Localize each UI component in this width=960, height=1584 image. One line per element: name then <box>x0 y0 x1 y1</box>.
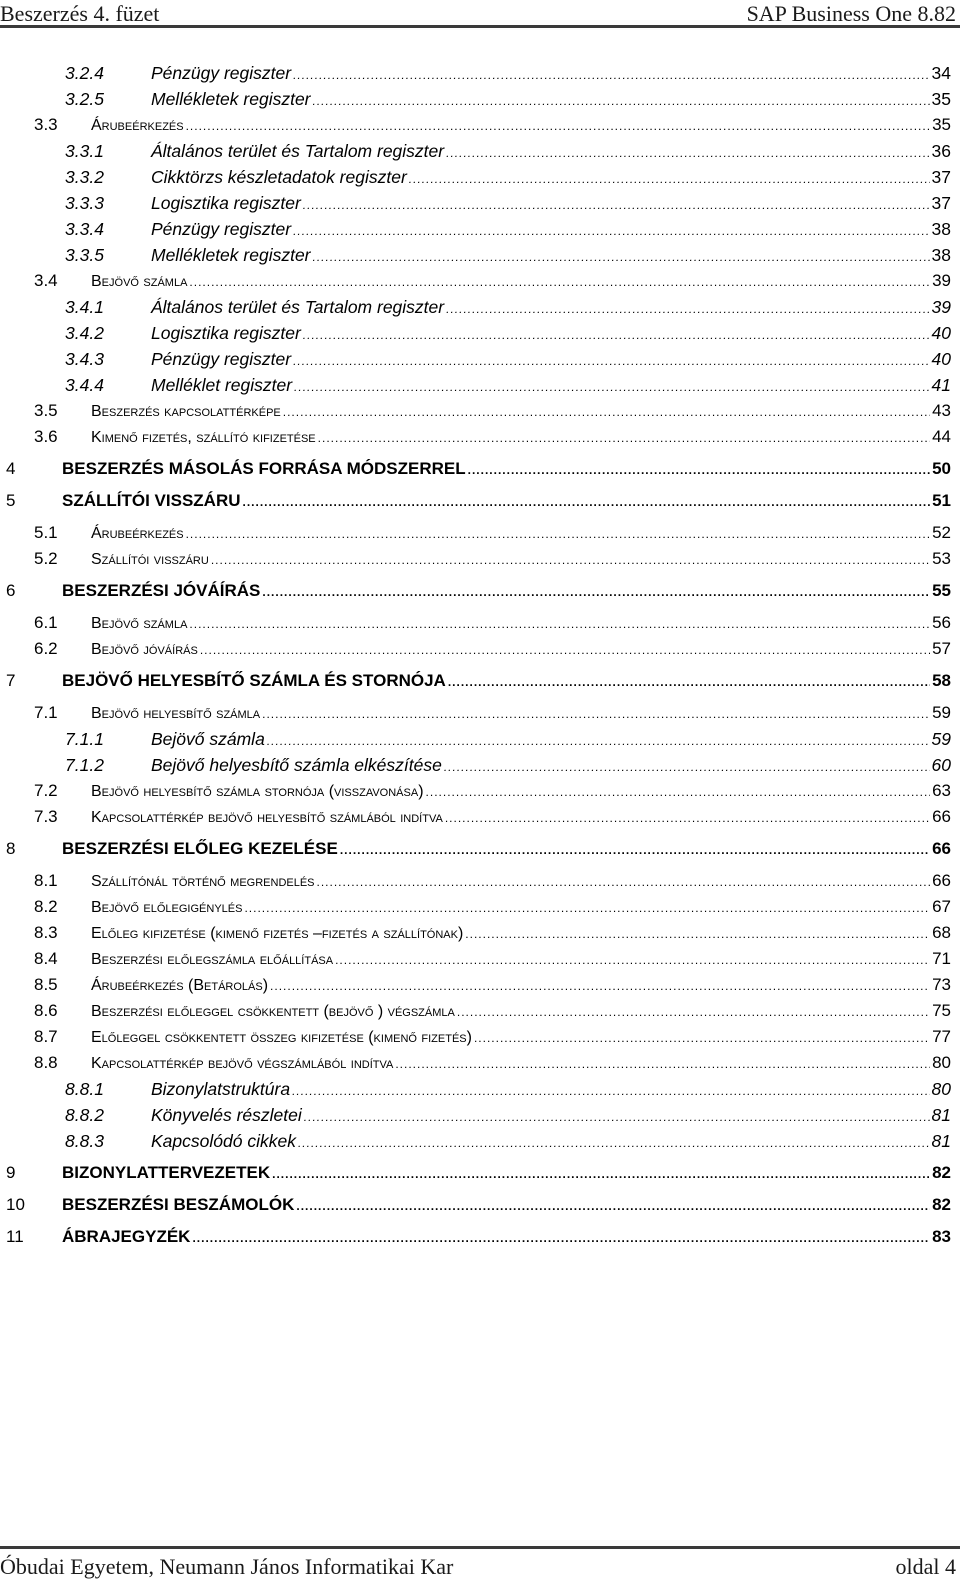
toc-entry[interactable] <box>0 141 951 167</box>
toc-entry-title: ÁBRAJEGYZÉK <box>62 1227 191 1246</box>
toc-entry-page: 39 <box>932 271 951 290</box>
toc-entry-title: Szállítónál történő megrendelés <box>91 873 315 890</box>
toc-entry-title: Beszerzés kapcsolattérképe <box>91 403 281 420</box>
toc-entry-page: 82 <box>932 1163 951 1182</box>
toc-entry-number: 8.7 <box>34 1027 58 1046</box>
toc-entry-page: 35 <box>931 89 951 109</box>
toc-dot-leader <box>298 1136 930 1150</box>
toc-entry-page: 55 <box>932 581 951 600</box>
toc-entry-page: 37 <box>931 193 951 213</box>
toc-entry-number: 11 <box>6 1227 24 1246</box>
toc-dot-leader <box>186 119 930 133</box>
toc-dot-leader <box>474 1031 930 1045</box>
toc-dot-leader <box>318 431 930 445</box>
toc-entry-number: 3.4.3 <box>65 349 104 369</box>
toc-entry-title: Cikktörzs készletadatok regiszter <box>151 167 407 187</box>
toc-entry-page: 52 <box>932 523 951 542</box>
toc-entry-page: 38 <box>931 245 951 265</box>
toc-entry-title: Árubeérkezés <box>91 117 184 134</box>
toc-entry-title: Szállítói visszáru <box>91 551 209 568</box>
toc-entry-title: Bejövő jóváírás <box>91 641 198 658</box>
toc-dot-leader <box>262 585 930 599</box>
toc-entry-title: Bejövő számla <box>91 615 188 632</box>
toc-entry-number: 8.8.2 <box>65 1105 104 1125</box>
toc-entry-number: 3.4.4 <box>65 375 104 395</box>
toc-entry-number: 3.3.4 <box>65 219 104 239</box>
toc-entry-page: 41 <box>931 375 951 395</box>
toc-dot-leader <box>426 785 931 799</box>
toc-entry-number: 5.1 <box>34 523 58 542</box>
toc-entry[interactable] <box>0 671 951 697</box>
toc-entry-page: 37 <box>931 167 951 187</box>
toc-entry[interactable] <box>0 807 951 833</box>
toc-entry[interactable] <box>0 871 951 897</box>
toc-entry-number: 3.4 <box>34 271 58 290</box>
toc-entry[interactable] <box>0 549 951 575</box>
page-header <box>0 0 960 28</box>
toc-dot-leader <box>211 553 930 567</box>
toc-entry[interactable] <box>0 219 951 245</box>
toc-entry[interactable] <box>0 349 951 375</box>
toc-entry-number: 6 <box>6 581 16 600</box>
toc-entry-page: 66 <box>932 871 951 890</box>
toc-entry[interactable] <box>0 375 951 401</box>
toc-entry-page: 63 <box>932 781 951 800</box>
toc-entry-number: 7.3 <box>34 807 58 826</box>
toc-entry-title: Kimenő fizetés, szállító kifizetése <box>91 429 316 446</box>
toc-entry-title: BESZERZÉSI JÓVÁÍRÁS <box>62 581 261 600</box>
toc-entry-page: 80 <box>932 1053 951 1072</box>
toc-dot-leader <box>272 1167 930 1181</box>
toc-entry-number: 8.6 <box>34 1001 58 1020</box>
toc-entry-page: 34 <box>931 63 951 83</box>
toc-entry-page: 35 <box>932 115 951 134</box>
toc-entry-number: 3.6 <box>34 427 58 446</box>
toc-entry-number: 8.1 <box>34 871 58 890</box>
toc-dot-leader <box>395 1057 930 1071</box>
toc-dot-leader <box>446 302 929 316</box>
toc-entry-number: 3.4.1 <box>65 297 104 317</box>
toc-entry-page: 73 <box>932 975 951 994</box>
toc-entry[interactable] <box>0 975 951 1001</box>
toc-entry-title: Beszerzési előlegszámla előállítása <box>91 951 334 968</box>
toc-entry-page: 60 <box>931 755 951 775</box>
toc-dot-leader <box>283 405 930 419</box>
toc-entry[interactable] <box>0 613 951 639</box>
toc-entry-title: Beszerzési előleggel csökkentett (bejövő ) végszámla <box>91 1003 455 1020</box>
toc-entry-page: 77 <box>932 1027 951 1046</box>
toc-dot-leader <box>468 463 930 477</box>
footer-institution: Óbudai Egyetem, Neumann János Informatikai Kar <box>0 1554 454 1579</box>
toc-entry-number: 7.1 <box>34 703 58 722</box>
toc-entry-title: Pénzügy regiszter <box>151 349 292 369</box>
toc-entry-title: Kapcsolódó cikkek <box>151 1131 296 1151</box>
toc-dot-leader <box>446 146 929 160</box>
toc-entry-page: 56 <box>932 613 951 632</box>
toc-entry-page: 82 <box>932 1195 951 1214</box>
toc-entry-title: Bejövő helyesbítő számla elkészítése <box>151 755 442 775</box>
toc-entry-number: 6.2 <box>34 639 58 658</box>
toc-dot-leader <box>445 811 930 825</box>
toc-entry-number: 8.8 <box>34 1053 58 1072</box>
toc-entry-title: Előleggel csökkentett összeg kifizetése (kimenő fizetés) <box>91 1029 472 1046</box>
header-product-name: SAP Business One 8.82 <box>746 1 956 26</box>
toc-entry-number: 9 <box>6 1163 16 1182</box>
toc-entry-number: 8 <box>6 839 16 858</box>
toc-entry-title: Előleg kifizetése (kimenő fizetés –fizetés a szállítónak) <box>91 925 464 942</box>
toc-entry-title: Könyvelés részletei <box>151 1105 302 1125</box>
toc-entry-title: Mellékletek regiszter <box>151 245 311 265</box>
toc-entry-title: Bejövő előlegigénylés <box>91 899 243 916</box>
toc-dot-leader <box>303 328 930 342</box>
toc-entry-number: 5.2 <box>34 549 58 568</box>
toc-entry[interactable] <box>0 193 951 219</box>
toc-entry-title: Kapcsolattérkép bejövő helyesbítő számlából indítva <box>91 809 443 826</box>
toc-dot-leader <box>313 94 930 108</box>
toc-dot-leader <box>304 1110 930 1124</box>
toc-entry-title: Általános terület és Tartalom regiszter <box>151 297 445 317</box>
toc-entry-page: 58 <box>932 671 951 690</box>
toc-entry-title: BEJÖVŐ HELYESBÍTŐ SZÁMLA ÉS STORNÓJA <box>62 671 446 690</box>
toc-entry-number: 8.8.1 <box>65 1079 104 1099</box>
toc-dot-leader <box>457 1005 930 1019</box>
toc-entry-title: Logisztika regiszter <box>151 323 301 343</box>
toc-entry[interactable] <box>0 1027 951 1053</box>
toc-entry-page: 68 <box>932 923 951 942</box>
toc-dot-leader <box>192 1231 930 1245</box>
toc-entry-page: 57 <box>932 639 951 658</box>
toc-entry[interactable] <box>0 839 951 865</box>
toc-dot-leader <box>465 927 930 941</box>
toc-entry-page: 83 <box>932 1227 951 1246</box>
toc-entry-page: 67 <box>932 897 951 916</box>
toc-dot-leader <box>303 198 930 212</box>
toc-dot-leader <box>189 617 930 631</box>
toc-entry-title: BESZERZÉSI BESZÁMOLÓK <box>62 1195 295 1214</box>
toc-entry-page: 38 <box>931 219 951 239</box>
toc-entry[interactable] <box>0 89 951 115</box>
toc-entry[interactable] <box>0 297 951 323</box>
toc-entry-title: Logisztika regiszter <box>151 193 301 213</box>
toc-entry[interactable] <box>0 459 951 485</box>
toc-entry-number: 7.2 <box>34 781 58 800</box>
toc-entry-title: Bejövő helyesbítő számla <box>91 705 261 722</box>
toc-entry-title: Árubeérkezés (Betárolás) <box>91 977 269 994</box>
toc-entry[interactable] <box>0 245 951 271</box>
toc-entry-number: 4 <box>6 459 16 478</box>
toc-entry-title: Pénzügy regiszter <box>151 63 292 83</box>
toc-dot-leader <box>189 275 930 289</box>
toc-entry-number: 3.2.5 <box>65 89 104 109</box>
toc-entry-page: 53 <box>932 549 951 568</box>
toc-entry[interactable] <box>0 167 951 193</box>
toc-entry-number: 8.8.3 <box>65 1131 104 1151</box>
toc-entry-number: 10 <box>6 1195 25 1214</box>
toc-dot-leader <box>293 224 929 238</box>
toc-entry-page: 71 <box>932 949 951 968</box>
toc-entry-number: 7.1.1 <box>65 729 104 749</box>
toc-entry-page: 81 <box>931 1105 951 1125</box>
toc-entry-page: 50 <box>932 459 951 478</box>
toc-entry[interactable] <box>0 1001 951 1027</box>
toc-entry-title: Mellékletek regiszter <box>151 89 311 109</box>
toc-entry-number: 3.3 <box>34 115 58 134</box>
footer-page-number: oldal 4 <box>895 1554 956 1579</box>
toc-entry-page: 66 <box>932 839 951 858</box>
toc-dot-leader <box>335 953 930 967</box>
toc-entry-title: Általános terület és Tartalom regiszter <box>151 141 445 161</box>
toc-dot-leader <box>200 643 930 657</box>
toc-entry-title: Bejövő számla <box>151 729 265 749</box>
toc-entry[interactable] <box>0 581 951 607</box>
page-footer <box>0 1546 960 1584</box>
toc-dot-leader <box>293 354 929 368</box>
toc-entry-number: 8.2 <box>34 897 58 916</box>
toc-entry-page: 40 <box>931 349 951 369</box>
toc-dot-leader <box>444 760 930 774</box>
toc-entry-number: 3.3.2 <box>65 167 104 187</box>
toc-entry[interactable] <box>0 703 951 729</box>
toc-entry[interactable] <box>0 63 951 89</box>
toc-entry[interactable] <box>0 491 951 517</box>
toc-entry[interactable] <box>0 639 951 665</box>
toc-entry[interactable] <box>0 781 951 807</box>
toc-entry[interactable] <box>0 115 951 141</box>
toc-entry-title: Bejövő számla <box>91 273 188 290</box>
toc-entry[interactable] <box>0 1163 951 1189</box>
toc-entry-number: 3.3.5 <box>65 245 104 265</box>
toc-entry-title: BIZONYLATTERVEZETEK <box>62 1163 271 1182</box>
toc-entry-number: 8.5 <box>34 975 58 994</box>
toc-entry-number: 6.1 <box>34 613 58 632</box>
toc-entry-number: 3.3.1 <box>65 141 104 161</box>
toc-dot-leader <box>340 843 930 857</box>
toc-dot-leader <box>313 250 930 264</box>
toc-entry[interactable] <box>0 523 951 549</box>
header-document-title: Beszerzés 4. füzet <box>0 1 160 26</box>
toc-entry-title: BESZERZÉSI ELŐLEG KEZELÉSE <box>62 839 338 858</box>
toc-dot-leader <box>243 495 931 509</box>
toc-dot-leader <box>296 1199 930 1213</box>
toc-entry[interactable] <box>0 923 951 949</box>
toc-entry-number: 7.1.2 <box>65 755 104 775</box>
toc-entry-page: 75 <box>932 1001 951 1020</box>
toc-dot-leader <box>317 875 931 889</box>
toc-entry-number: 3.4.2 <box>65 323 104 343</box>
toc-entry[interactable] <box>0 729 951 755</box>
toc-entry-page: 39 <box>931 297 951 317</box>
toc-entry-page: 66 <box>932 807 951 826</box>
toc-entry-number: 5 <box>6 491 16 510</box>
toc-dot-leader <box>186 527 930 541</box>
toc-dot-leader <box>409 172 930 186</box>
toc-entry-title: Pénzügy regiszter <box>151 219 292 239</box>
toc-entry[interactable] <box>0 1079 951 1105</box>
toc-dot-leader <box>294 380 930 394</box>
toc-entry-page: 43 <box>932 401 951 420</box>
toc-dot-leader <box>448 675 930 689</box>
toc-dot-leader <box>244 901 930 915</box>
toc-entry-page: 80 <box>931 1079 951 1099</box>
toc-entry[interactable] <box>0 1195 951 1221</box>
toc-entry[interactable] <box>0 401 951 427</box>
toc-entry[interactable] <box>0 755 951 781</box>
toc-dot-leader <box>267 734 930 748</box>
toc-entry-number: 3.2.4 <box>65 63 104 83</box>
toc-entry-page: 81 <box>931 1131 951 1151</box>
toc-entry[interactable] <box>0 427 951 453</box>
toc-entry-number: 8.4 <box>34 949 58 968</box>
toc-entry-title: Bizonylatstruktúra <box>151 1079 291 1099</box>
toc-entry[interactable] <box>0 1227 951 1253</box>
toc-entry-number: 3.5 <box>34 401 58 420</box>
toc-entry-page: 59 <box>931 729 951 749</box>
toc-entry-title: Bejövő helyesbítő számla stornója (visszavonása) <box>91 783 424 800</box>
toc-entry-title: Kapcsolattérkép bejövő végszámlából indítva <box>91 1055 394 1072</box>
toc-entry-page: 59 <box>932 703 951 722</box>
toc-dot-leader <box>293 68 929 82</box>
toc-entry-number: 3.3.3 <box>65 193 104 213</box>
toc-dot-leader <box>270 979 930 993</box>
toc-entry-page: 36 <box>931 141 951 161</box>
toc-entry-page: 44 <box>932 427 951 446</box>
toc-entry[interactable] <box>0 323 951 349</box>
toc-entry-title: SZÁLLÍTÓI VISSZÁRU <box>62 491 241 510</box>
toc-entry-title: Melléklet regiszter <box>151 375 293 395</box>
toc-entry-number: 7 <box>6 671 16 690</box>
toc-entry[interactable] <box>0 271 951 297</box>
toc-entry-title: Árubeérkezés <box>91 525 184 542</box>
toc-entry-page: 51 <box>932 491 951 510</box>
toc-dot-leader <box>292 1084 929 1098</box>
toc-entry[interactable] <box>0 1105 951 1131</box>
toc-entry[interactable] <box>0 949 951 975</box>
toc-entry-number: 8.3 <box>34 923 58 942</box>
toc-dot-leader <box>262 707 930 721</box>
toc-entry-title: BESZERZÉS MÁSOLÁS FORRÁSA MÓDSZERREL <box>62 459 466 478</box>
toc-entry-page: 40 <box>931 323 951 343</box>
toc-entry[interactable] <box>0 1131 951 1157</box>
toc-entry[interactable] <box>0 897 951 923</box>
toc-entry[interactable] <box>0 1053 951 1079</box>
